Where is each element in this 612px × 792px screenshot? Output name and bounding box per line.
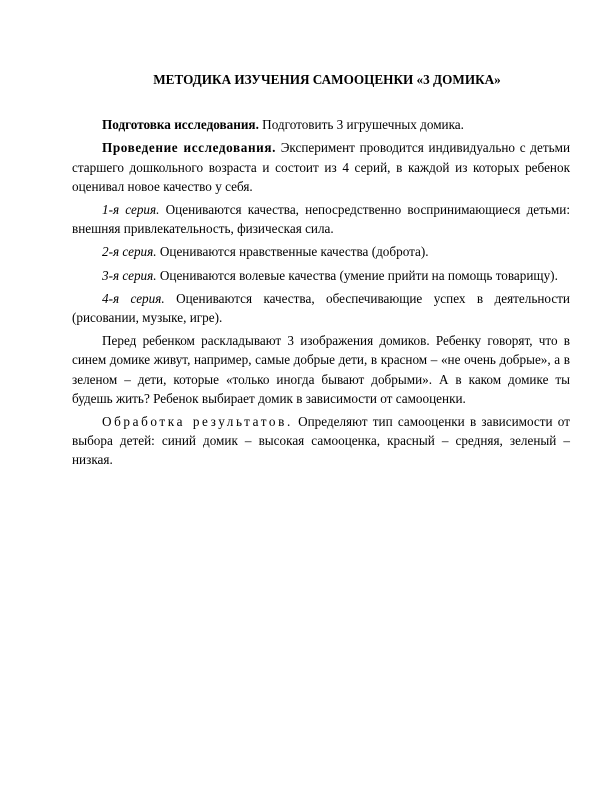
series-4-label: 4-я серия.: [102, 290, 165, 306]
preparation-paragraph: [72, 115, 570, 134]
series-1-label: 1-я серия.: [102, 202, 160, 218]
series-3-label: 3-я серия.: [102, 267, 157, 283]
document-page: [72, 70, 570, 474]
document-title: МЕТОДИКА ИЗУЧЕНИЯ САМООЦЕНКИ «3 ДОМИКА»: [153, 72, 501, 87]
series-3-paragraph: [72, 266, 570, 285]
series-2-label: 2-я серия.: [102, 244, 157, 260]
series-4-text: Оцениваются качества, обеспечивающие успех в деятельности (рисовании, музыке, игре).: [72, 290, 570, 326]
preparation-label: Подготовка исследования.: [102, 117, 259, 133]
results-text: Определяют тип самооценки в зависимости от выбора детей: синий домик – высокая самооценка, красный – средняя, зеленый – низкая.: [72, 414, 570, 468]
preparation-text: Подготовить 3 игрушечных домика.: [258, 117, 464, 133]
conduct-label: Проведение исследования.: [102, 140, 276, 156]
series-2-text: Оцениваются нравственные качества (доброта).: [156, 244, 429, 260]
series-3-text: Оцениваются волевые качества (умение прийти на помощь товарищу).: [156, 267, 558, 283]
results-label: Обработка результатов.: [102, 414, 293, 430]
series-2-paragraph: [72, 242, 570, 261]
procedure-paragraph: Перед ребенком раскладывают 3 изображения домиков. Ребенку говорят, что в синем домике живут, например, самые добрые дети, в красном – «не очень добрые», а в зеленом – дети, которые «только иногда бывают добрыми». А в каком домике ты будешь жить? Ребенок выбирает домик в зависимости от самооценки.: [72, 333, 570, 406]
results-paragraph: [72, 412, 570, 470]
series-1-text: Оцениваются качества, непосредственно воспринимающиеся детьми: внешняя привлекательность, физическая сила.: [72, 202, 570, 237]
conduct-paragraph: [72, 138, 570, 196]
series-1-paragraph: [72, 200, 570, 238]
series-4-paragraph: [72, 289, 570, 327]
conduct-text: Эксперимент проводится индивидуально с детьми старшего дошкольного возраста и состоит из 4 серий, в каждой из которых ребенок оценивал новое качество у себя.: [72, 140, 571, 194]
